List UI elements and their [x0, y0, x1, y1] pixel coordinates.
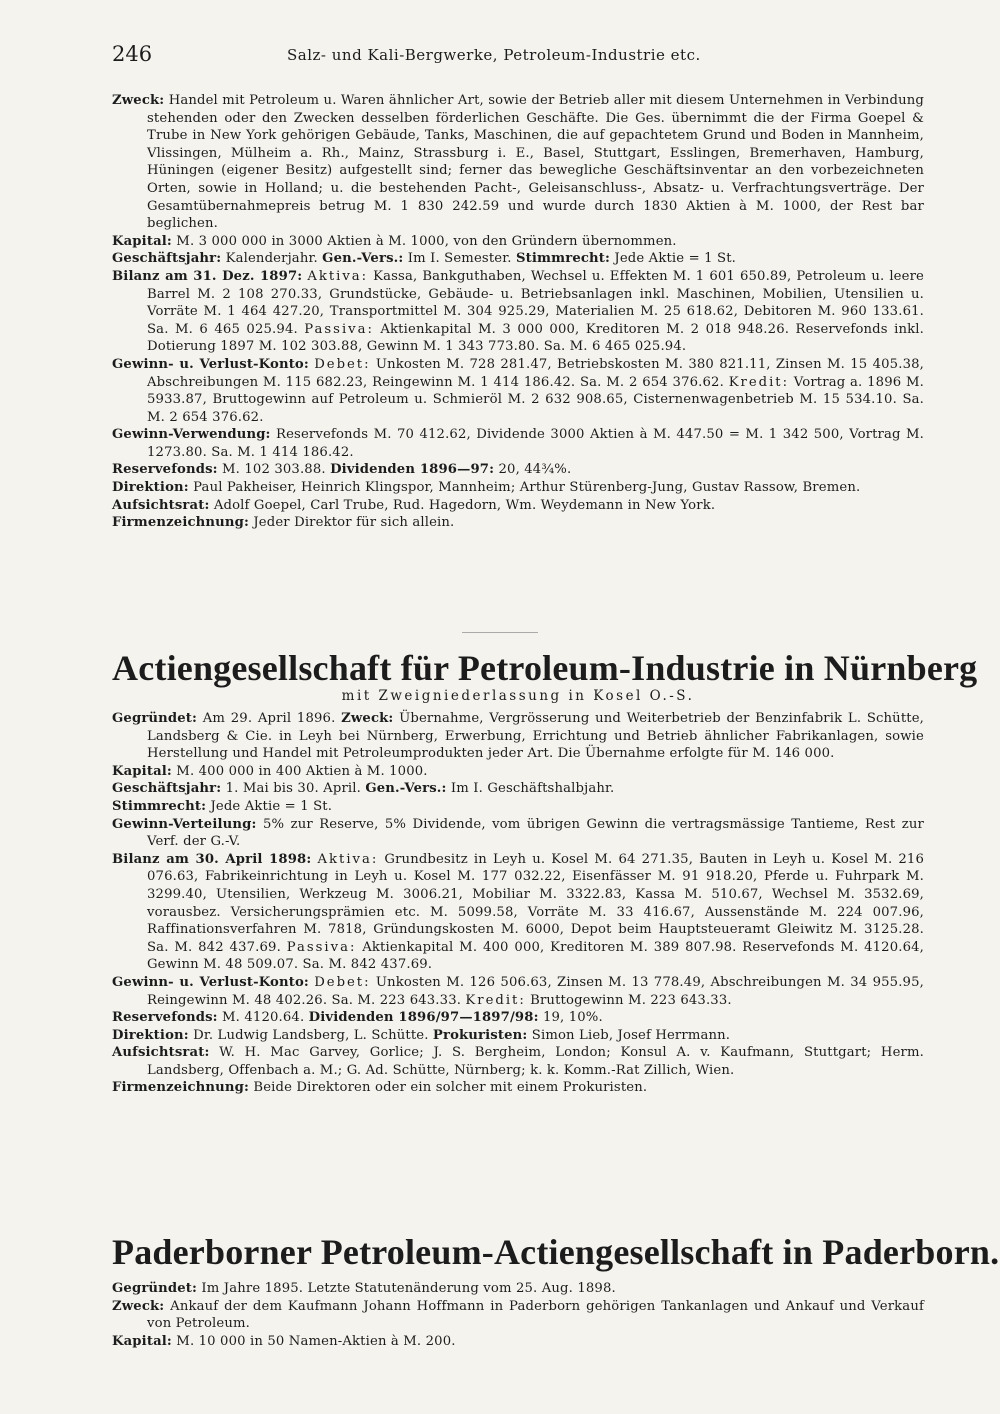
company-title-paderborn: Paderborner Petroleum-Actiengesellschaft in Paderborn. — [112, 1232, 1000, 1272]
section-continued-entry — [112, 92, 924, 532]
label-dividenden: Dividenden 1896/97—1897/98: — [308, 1010, 539, 1026]
text-dividenden: 19, 10%. — [542, 1010, 603, 1026]
text-firmenzeichnung: Jeder Direktor für sich allein. — [253, 515, 455, 531]
label-kapital: Kapital: — [112, 233, 172, 249]
section-divider — [462, 632, 538, 633]
text-kredit: Bruttogewinn M. 223 643.33. — [530, 992, 732, 1008]
label-dividenden: Dividenden 1896—97: — [330, 462, 495, 478]
label-debet: Debet: — [314, 974, 371, 990]
entry-bilanz — [112, 268, 924, 356]
label-gewinn-verlust: Gewinn- u. Verlust-Konto: — [112, 974, 309, 990]
entry-zweck — [112, 92, 924, 233]
entry-gewinn-verlust — [112, 356, 924, 426]
label-gegruendet: Gegründet: — [112, 1281, 198, 1296]
text-aufsichtsrat: W. H. Mac Garvey, Gorlice; J. S. Bergheim, London; Konsul A. v. Kaufmann, Stuttgart; Herm. Landsberg, Offenbach a. M.; G. Ad. Schütte, Nürnberg; k. k. Komm.-Rat Zillich, Wien. — [147, 1045, 924, 1078]
text-reservefonds: M. 102 303.88. — [222, 462, 326, 478]
text-dividenden: 20, 44¾%. — [498, 462, 572, 478]
entry-firmenzeichnung — [112, 514, 924, 532]
entry-gewinn-verteilung — [112, 816, 924, 851]
entry-kapital — [112, 233, 924, 251]
entry-direktion — [112, 1027, 924, 1045]
label-gewinn-verteilung: Gewinn-Verteilung: — [112, 816, 257, 832]
label-geschaeftsjahr: Geschäftsjahr: — [112, 251, 222, 267]
label-debet: Debet: — [314, 356, 371, 372]
text-debet: Unkosten M. 126 506.63, Zinsen M. 13 778.49, Abschreibungen M. 34 955.95, Reingewinn M. 48 402.26. Sa. M. 223 643.33. — [147, 974, 924, 1008]
running-title: Salz- und Kali-Bergwerke, Petroleum-Industrie etc. — [287, 46, 701, 64]
label-passiva: Passiva: — [286, 939, 357, 955]
section-paderborn — [112, 1232, 1000, 1350]
label-gen-vers: Gen.-Vers.: — [365, 781, 447, 797]
label-gewinn-verlust: Gewinn- u. Verlust-Konto: — [112, 356, 309, 372]
label-zweck: Zweck: — [341, 711, 394, 726]
text-gegruendet: Im Jahre 1895. Letzte Statutenänderung vom 25. Aug. 1898. — [201, 1281, 616, 1296]
text-zweck: Übernahme, Vergrösserung und Weiterbetrieb der Benzinfabrik L. Schütte, Landsberg & Cie. in Leyh bei Nürnberg, Erwerbung, Errichtung und Betrieb ähnlicher Fabrikanlagen, sowie Herstellung und Handel mit Petroleumprodukten jeder Art. Die Übernahme erfolgte für M. 146 000. — [147, 711, 925, 762]
text-gegruendet: Am 29. April 1896. — [202, 711, 336, 726]
entry-bilanz — [112, 851, 924, 974]
text-zweck: Ankauf der dem Kaufmann Johann Hoffmann in Paderborn gehörigen Tankanlagen und Ankauf und Verkauf von Petroleum. — [147, 1298, 924, 1332]
label-firmenzeichnung: Firmenzeichnung: — [112, 1080, 250, 1096]
label-bilanz: Bilanz am 30. April 1898: — [112, 851, 312, 867]
label-gen-vers: Gen.-Vers.: — [322, 251, 404, 267]
text-aktiva: Kassa, Bankguthaben, Wechsel u. Effekten M. 1 601 650.89, Petroleum u. leere Barrel M. 2 108 270.33, Grundstücke, Gebäude- u. Betriebsanlagen inkl. Maschinen, Mobilien, Utensilien u. Vorräte M. 1 464 427.20, Transportmittel M. 304 925.29, Materialien M. 25 618.62, Debitoren M. 960 133.61. Sa. M. 6 465 025.94. — [147, 268, 924, 337]
company-subtitle-nuernberg: mit Zweigniederlassung in Kosel O.-S. — [341, 688, 695, 704]
text-stimmrecht: Jede Aktie = 1 St. — [210, 798, 333, 814]
entry-firmenzeichnung — [112, 1079, 924, 1097]
label-reservefonds: Reservefonds: — [112, 1010, 218, 1026]
label-aktiva: Aktiva: — [307, 268, 369, 284]
label-direktion: Direktion: — [112, 1027, 189, 1043]
label-kapital: Kapital: — [112, 763, 172, 779]
text-kapital: M. 10 000 in 50 Namen-Aktien à M. 200. — [176, 1333, 456, 1349]
label-reservefonds: Reservefonds: — [112, 462, 218, 478]
text-kapital: M. 3 000 000 in 3000 Aktien à M. 1000, von den Gründern übernommen. — [176, 233, 677, 249]
label-bilanz: Bilanz am 31. Dez. 1897: — [112, 268, 303, 284]
entry-gewinn-verlust — [112, 974, 924, 1009]
label-gegruendet: Gegründet: — [112, 711, 198, 726]
entry-kapital — [112, 1333, 924, 1351]
label-stimmrecht: Stimmrecht: — [515, 251, 611, 267]
entry-stimmrecht — [112, 798, 924, 816]
section-nuernberg — [112, 648, 978, 1097]
text-direktion: Dr. Ludwig Landsberg, L. Schütte. — [193, 1027, 429, 1043]
entry-reservefonds — [112, 461, 924, 479]
text-gen-vers: Im I. Semester. — [407, 251, 512, 267]
label-stimmrecht: Stimmrecht: — [112, 798, 207, 814]
entry-geschaeftsjahr — [112, 780, 924, 798]
text-prokuristen: Simon Lieb, Josef Herrmann. — [531, 1027, 731, 1043]
text-direktion: Paul Pakheiser, Heinrich Klingspor, Mannheim; Arthur Stürenberg-Jung, Gustav Rassow, Bremen. — [193, 480, 861, 496]
company-title-nuernberg: Actiengesellschaft für Petroleum-Industrie in Nürnberg — [112, 648, 978, 688]
label-kredit: Kredit: — [728, 374, 790, 390]
text-geschaeftsjahr: Kalenderjahr. — [225, 251, 318, 267]
entry-aufsichtsrat — [112, 1044, 924, 1079]
label-kredit: Kredit: — [465, 992, 526, 1008]
entry-zweck — [112, 1298, 924, 1333]
text-passiva: Aktienkapital M. 400 000, Kreditoren M. 389 807.98. Reservefonds M. 4120.64, Gewinn M. 48 509.07. Sa. M. 842 437.69. — [147, 939, 925, 973]
label-firmenzeichnung: Firmenzeichnung: — [112, 515, 250, 531]
label-kapital: Kapital: — [112, 1333, 172, 1349]
entry-direktion — [112, 479, 924, 497]
entry-gegruendet — [112, 710, 924, 763]
text-gewinn-verwendung: Reservefonds M. 70 412.62, Dividende 3000 Aktien à M. 447.50 = M. 1 342 500, Vortrag M. 1273.80. Sa. M. 1 414 186.42. — [147, 427, 925, 460]
label-aufsichtsrat: Aufsichtsrat: — [112, 1045, 210, 1061]
label-geschaeftsjahr: Geschäftsjahr: — [112, 781, 222, 797]
label-aktiva: Aktiva: — [317, 851, 379, 867]
text-passiva: Aktienkapital M. 3 000 000, Kreditoren M. 2 018 948.26. Reservefonds inkl. Dotierung 1897 M. 102 303.88, Gewinn M. 1 343 773.80. Sa. M. 6 465 025.94. — [147, 321, 924, 355]
entry-aufsichtsrat — [112, 497, 924, 515]
label-zweck: Zweck: — [112, 93, 165, 108]
entry-kapital — [112, 763, 924, 781]
entry-gegruendet — [112, 1280, 924, 1298]
text-stimmrecht: Jede Aktie = 1 St. — [614, 251, 736, 267]
text-gewinn-verteilung: 5% zur Reserve, 5% Dividende, vom übrigen Gewinn die vertragsmässige Tantieme, Rest zur Verf. der G.-V. — [147, 816, 924, 850]
entry-gewinn-verwendung — [112, 426, 924, 461]
entry-reservefonds — [112, 1009, 924, 1027]
text-debet: Unkosten M. 728 281.47, Betriebskosten M. 380 821.11, Zinsen M. 15 405.38, Abschreibungen M. 115 682.23, Reingewinn M. 1 414 186.42. Sa. M. 2 654 376.62. — [147, 356, 924, 390]
text-aufsichtsrat: Adolf Goepel, Carl Trube, Rud. Hagedorn, Wm. Weydemann in New York. — [213, 497, 716, 513]
text-reservefonds: M. 4120.64. — [222, 1010, 305, 1026]
entry-geschaeftsjahr — [112, 250, 924, 268]
label-prokuristen: Prokuristen: — [432, 1027, 528, 1043]
text-zweck: Handel mit Petroleum u. Waren ähnlicher Art, sowie der Betrieb aller mit diesem Unternehmen in Verbindung stehenden oder den Zwecken desselben förderlichen Geschäfte. Die Ges. übernimmt die der Firma Goepel & Trube in New York gehörigen Gebäude, Tanks, Maschinen, die auf gepachtetem Grund und Boden in Mannheim, Vlissingen, Mülheim a. Rh., Mainz, Strassburg i. E., Basel, Stuttgart, Esslingen, Bremerhaven, Hamburg, Hüningen (eigener Besitz) aufgestellt sind; ferner das bewegliche Geschäftsinventar an den vorbezeichneten Orten, sowie in Holland; u. die bestehenden Pacht-, Geleisanschluss-, Absatz- u. Verfrachtungsverträge. Der Gesamtübernahmepreis betrug M. 1 830 242.59 und wurde durch 1830 Aktien à M. 1000, der Rest bar beglichen. — [147, 93, 924, 232]
label-zweck: Zweck: — [112, 1298, 165, 1314]
text-kapital: M. 400 000 in 400 Aktien à M. 1000. — [176, 763, 428, 779]
label-aufsichtsrat: Aufsichtsrat: — [112, 497, 210, 513]
text-kredit: Vortrag a. 1896 M. 5933.87, Bruttogewinn auf Petroleum u. Schmieröl M. 2 632 908.65, Cisternenwagenbetrieb M. 15 534.10. Sa. M. 2 654 376.62. — [147, 374, 924, 425]
page-number: 246 — [112, 42, 153, 66]
text-geschaeftsjahr: 1. Mai bis 30. April. — [225, 781, 361, 797]
page-header — [112, 42, 932, 72]
label-passiva: Passiva: — [304, 321, 374, 337]
text-firmenzeichnung: Beide Direktoren oder ein solcher mit einem Prokuristen. — [253, 1080, 648, 1096]
text-aktiva: Grundbesitz in Leyh u. Kosel M. 64 271.35, Bauten in Leyh u. Kosel M. 216 076.63, Fabrikeinrichtung in Leyh u. Kosel M. 177 032.22, Eisenfässer M. 91 918.20, Pferde u. Fuhrpark M. 3299.40, Utensilien, Werkzeug M. 3006.21, Mobiliar M. 3322.83, Kassa M. 510.67, Wechsel M. 3532.69, vorausbez. Versicherungsprämien etc. M. 5099.58, Vorräte M. 33 416.67, Aussenstände M. 224 007.96, Raffinationsverfahren M. 7818, Gründungskosten M. 6000, Depot beim Hauptsteueramt Gleiwitz M. 3125.28. Sa. M. 842 437.69. — [147, 851, 925, 955]
label-gewinn-verwendung: Gewinn-Verwendung: — [112, 427, 271, 443]
text-gen-vers: Im I. Geschäftshalbjahr. — [450, 781, 615, 797]
label-direktion: Direktion: — [112, 480, 189, 496]
